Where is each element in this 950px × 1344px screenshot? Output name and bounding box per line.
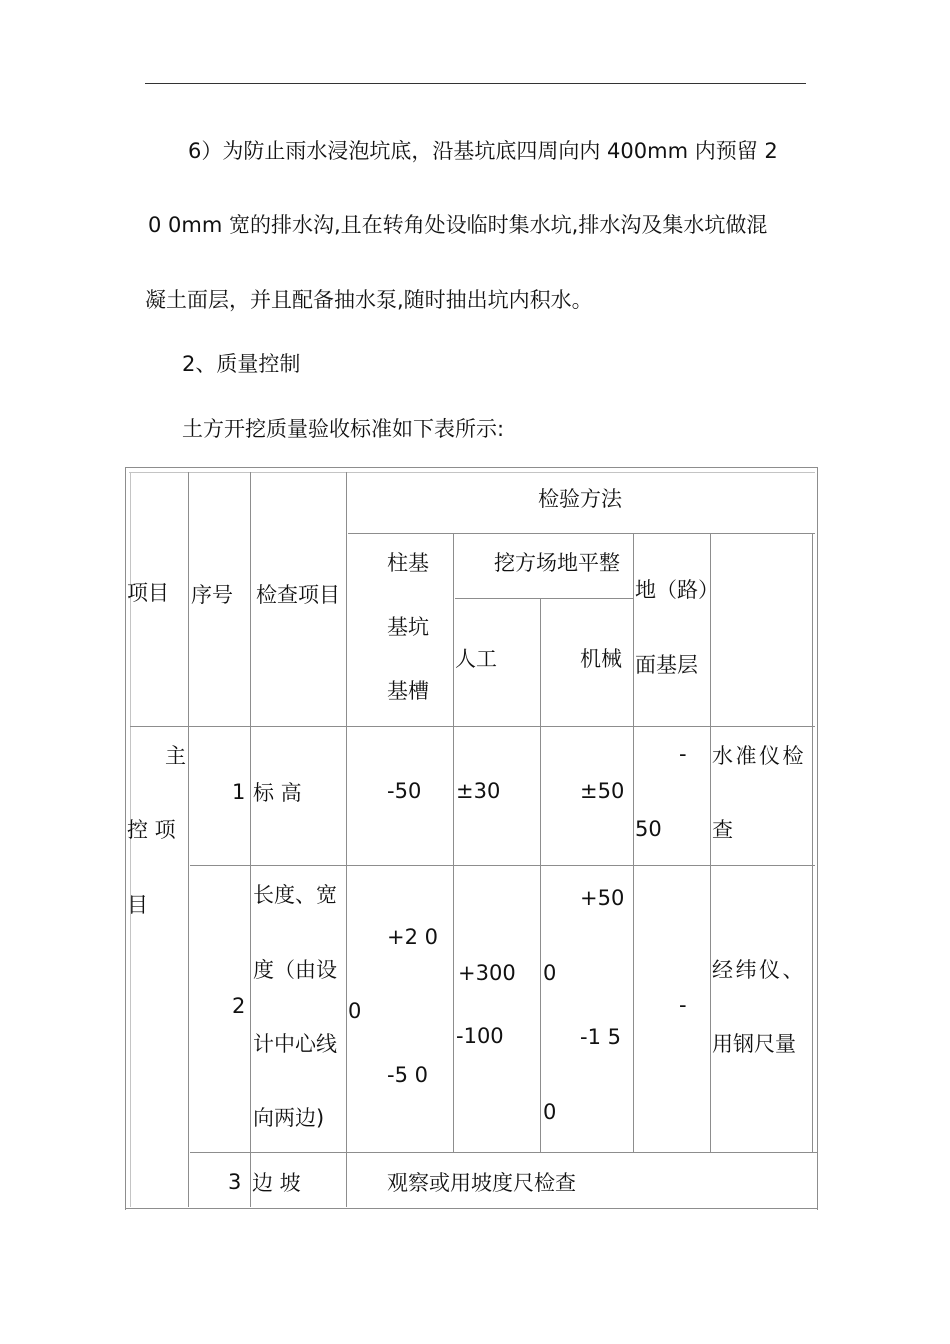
row-number: 2 <box>232 994 246 1018</box>
manual-tolerance: ±30 <box>456 779 501 803</box>
table-border <box>348 533 815 534</box>
table-border <box>812 533 813 1152</box>
manual-tolerance: +300 <box>458 961 516 985</box>
inspection-method: 用钢尺量 <box>712 1032 796 1056</box>
road-tolerance: - <box>679 993 687 1017</box>
table-border <box>346 472 347 1207</box>
table-border <box>129 472 815 473</box>
header-no: 序号 <box>191 583 233 607</box>
inspection-method: 查 <box>712 818 733 842</box>
header-road-base: 面基层 <box>635 653 698 677</box>
machine-tolerance: 0 <box>543 961 557 985</box>
table-border <box>125 1208 818 1209</box>
table-border <box>633 533 634 1152</box>
paragraph-line: 0 0mm 宽的排水沟,且在转角处设临时集水坑,排水沟及集水坑做混 <box>148 213 768 237</box>
table-border <box>453 533 454 1152</box>
section-heading: 2、质量控制 <box>182 352 301 376</box>
check-item: 标 高 <box>253 781 302 805</box>
inspection-method: 水准仪检 <box>712 744 806 768</box>
pit-tolerance: -5 0 <box>387 1063 428 1087</box>
check-item: 向两边) <box>253 1106 325 1130</box>
check-item: 长度、宽 <box>253 883 337 907</box>
row-number: 3 <box>228 1170 242 1194</box>
inspection-method: 观察或用坡度尺检查 <box>387 1171 576 1195</box>
group-label: 目 <box>127 893 148 917</box>
group-label: 控 项 <box>127 818 176 842</box>
table-border <box>455 598 633 599</box>
header-pit: 基坑 <box>387 615 429 639</box>
machine-tolerance: -1 5 <box>580 1025 621 1049</box>
table-border <box>130 726 815 727</box>
table-border <box>125 467 126 1210</box>
table-border <box>125 467 818 468</box>
table-border <box>190 1152 817 1153</box>
road-tolerance: 50 <box>635 817 662 841</box>
pit-tolerance: 0 <box>348 999 362 1023</box>
paragraph-line: 凝土面层，并且配备抽水泵,随时抽出坑内积水。 <box>145 288 593 312</box>
header-machine: 机械 <box>580 647 622 671</box>
table-border <box>817 467 818 1210</box>
header-site-leveling: 挖方场地平整 <box>494 551 620 575</box>
pit-tolerance: -50 <box>387 779 422 803</box>
table-border <box>710 533 711 1152</box>
check-item: 计中心线 <box>253 1032 337 1056</box>
header-manual: 人工 <box>455 647 497 671</box>
inspection-method: 经纬仪、 <box>712 958 806 982</box>
group-label: 主 <box>165 744 186 768</box>
machine-tolerance: 0 <box>543 1100 557 1124</box>
manual-tolerance: -100 <box>456 1024 504 1048</box>
table-border <box>540 598 541 1152</box>
header-road-base: 地（路） <box>635 578 719 602</box>
header-pit: 柱基 <box>387 551 429 575</box>
machine-tolerance: ±50 <box>580 779 625 803</box>
machine-tolerance: +50 <box>580 886 625 910</box>
check-item: 边 坡 <box>252 1171 301 1195</box>
table-border <box>188 472 189 1207</box>
table-border <box>190 865 815 866</box>
header-check-item: 检查项目 <box>256 583 340 607</box>
table-intro: 土方开挖质量验收标准如下表所示: <box>182 417 505 441</box>
check-item: 度（由设 <box>253 958 337 982</box>
row-number: 1 <box>232 780 246 804</box>
header-item: 项目 <box>127 581 169 605</box>
pit-tolerance: +2 0 <box>387 925 438 949</box>
header-method: 检验方法 <box>538 487 622 511</box>
paragraph-line: 6）为防止雨水浸泡坑底，沿基坑底四周向内 400mm 内预留 2 <box>188 139 778 163</box>
header-pit: 基槽 <box>387 679 429 703</box>
table-border <box>250 472 251 1207</box>
road-tolerance: - <box>679 742 687 766</box>
